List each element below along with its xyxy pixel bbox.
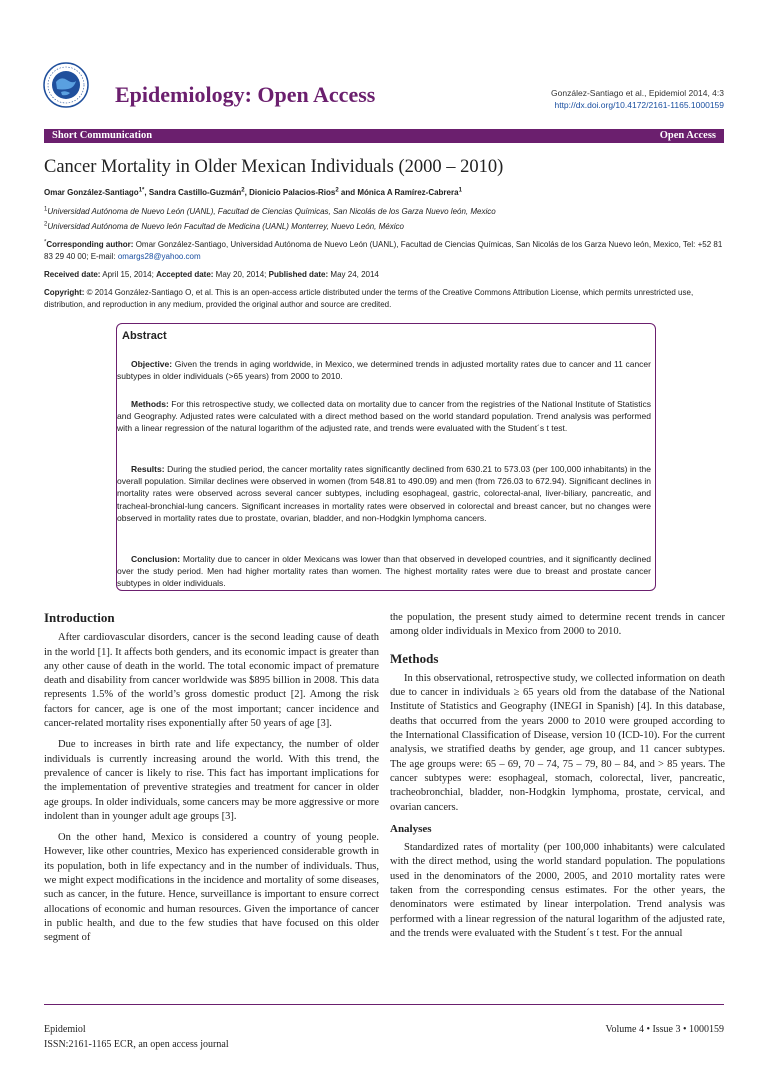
journal-title: Epidemiology: Open Access: [115, 82, 376, 107]
methods-text: For this retrospective study, we collected data on mortality due to cancer from the registries of the National Institute of Statistics and Geography. Adjusted rates were calculated with a direct method based on the world standard population. Trend analysis was performed with a linear regression of the natural logarithm of the adjusted rate, and trends were evaluated with the Student´s t test.: [117, 399, 651, 434]
author-sep: and: [338, 188, 358, 197]
subsection-heading-analyses: Analyses: [390, 822, 432, 835]
author-sep: ,: [244, 188, 250, 197]
date-label: Published date:: [268, 270, 329, 279]
article-type: Short Communication: [52, 130, 153, 141]
dates-line: [44, 269, 724, 281]
article-type-band: [44, 129, 724, 143]
author-name: Sandra Castillo-Guzmán: [148, 188, 242, 197]
footer-left: [44, 1022, 229, 1052]
right-column: [390, 611, 725, 948]
date-value: April 15, 2014;: [102, 270, 154, 279]
abstract-heading: Abstract: [122, 330, 167, 342]
left-column: [44, 611, 379, 953]
conclusion-label: Conclusion:: [131, 554, 181, 564]
paragraph: the population, the present study aimed to determine recent trends in cancer among older individuals in Mexico from 2000 to 2010.: [390, 612, 725, 638]
email-link[interactable]: omargs28@yahoo.com: [117, 251, 201, 261]
copyright: [44, 287, 724, 310]
corr-star: *: [44, 239, 47, 246]
abstract-objective: [117, 358, 651, 382]
affiliation-2: [44, 221, 724, 233]
author-sup: 1: [458, 187, 462, 194]
paragraph: Due to increases in birth rate and life expectancy, the number of older individuals is currently increasing around the world. With this trend, the prevalence of cancer is likely to rise. This fact has important implications for the implementation of preventive strategies and treatment for cancer in older age groups. In older individuals, some cancers may be more aggressive or more indolent than in younger adult age groups [3].: [44, 739, 379, 822]
abstract-box: [116, 323, 656, 591]
paragraph: In this observational, retrospective study, we collected information on death due to cancer in individuals ≥ 65 years old from the database of the National Institute of Statistics and Geography (INEGI in Spanish) [4]. In this database, deaths that occurred from the years 2000 to 2010 were grouped according to the International Classification of Disease, version 10 (ICD-10). For the current analysis, we stratified deaths by gender, age group, and 11 cancer subtypes. The age groups were: 65 – 69, 70 – 74, 75 – 79, 80 – 84, and > 85 years. The cancer subtypes were: esophageal, stomach, colorectal, liver, pancreatic, tracheobronchial, bladder, non-Hodgkin lymphoma, prostate, cervical, and ovarian cancers.: [390, 672, 725, 813]
article-title: Cancer Mortality in Older Mexican Individuals (2000 – 2010): [44, 157, 504, 177]
author-sup: 1*: [138, 187, 145, 194]
corr-label: Corresponding author:: [46, 240, 134, 249]
author-list: [44, 187, 724, 199]
paragraph: On the other hand, Mexico is considered a country of young people. However, like other countries, Mexico has experienced considerable growth in its population, both in life expectancy and in the number of individuals. Thus, we might expect modifications in the incidence and mortality of some diseases, such as cancer, in the future. Hence, surveillance is important to ensure correct allocations of economic and human resources. Given the importance of cancer in public health, and due to the few studies that have focused on this older segment of: [44, 832, 379, 944]
section-heading-introduction: Introduction: [44, 610, 115, 625]
paragraph: After cardiovascular disorders, cancer is the second leading cause of death in the world [1]. It affects both genders, and its economic impact is greater than any other cause of death in the world. The total economic impact of premature death and disability from cancer worldwide was $895 billion in 2008. This data represents 1.5% of the world’s gross domestic product [2]. Among the risk factors for cancer, age is one of the most important; cancer incidence and cancer-related mortality rises exponentially after 50 years of age [3].: [44, 632, 379, 730]
date-label: Accepted date:: [156, 270, 214, 279]
author-name: Omar González-Santiago: [44, 188, 139, 197]
author-sep: ,: [144, 188, 149, 197]
publisher-logo: [43, 62, 89, 108]
date-label: Received date:: [44, 270, 101, 279]
abstract-results: [117, 463, 651, 524]
doi-link[interactable]: http://dx.doi.org/10.4172/2161-1165.1000159: [554, 100, 724, 110]
affiliation-num: 2: [44, 221, 48, 228]
volume-info: Volume 4 • Issue 3 • 1000159: [605, 1024, 724, 1035]
copyright-text: © 2014 González-Santiago O, et al. This is an open-access article distributed under the terms of the Creative Commons Attribution License, which permits unrestricted use, distribution, and reproduction in any medium, provided the original author and source are credited.: [44, 288, 694, 309]
date-value: May 24, 2014: [330, 270, 379, 279]
citation-block: [551, 87, 724, 111]
citation: González-Santiago et al., Epidemiol 2014, 4:3: [551, 88, 724, 98]
conclusion-text: Mortality due to cancer in older Mexicans was lower than that observed in developed countries, and it significantly declined over the study period. Men had higher mortality rates than women. The highest mortality rates were due to breast and prostate cancer subtypes in older individuals.: [117, 554, 651, 589]
author-name: Mónica A Ramírez-Cabrera: [357, 188, 459, 197]
abstract-conclusion: [117, 553, 651, 590]
paragraph: Standardized rates of mortality (per 100,000 inhabitants) were calculated with the direct method, using the world standard population. The populations used in the denominators of the 2000, 2005, and 2010 mortality rates were taken from the corresponding census estimates. For the other years, the denominators were estimated by linear interpolation. Trend analysis was performed with a linear regression of the natural logarithm of the adjusted rate, and the trends were evaluated with the Student´s t test. For the annual: [390, 842, 725, 939]
issn: ISSN:2161-1165 ECR, an open access journal: [44, 1039, 229, 1050]
copyright-label: Copyright:: [44, 288, 85, 297]
footer-rule: [44, 1004, 724, 1005]
methods-label: Methods:: [131, 399, 169, 409]
section-heading-methods: Methods: [390, 650, 439, 666]
open-access-label: Open Access: [659, 130, 716, 141]
abstract-methods: [117, 398, 651, 435]
journal-abbrev: Epidemiol: [44, 1024, 86, 1035]
corr-text: Omar González-Santiago, Universidad Autónoma de Nuevo León (UANL), Facultad de Ciencias Químicas, San Nicolás de los Garza Nuevo león, Mexico, Tel: +52 81 83 29 40 00; E-mail:: [44, 240, 723, 261]
author-sup: 2: [241, 187, 245, 194]
objective-label: Objective:: [131, 359, 173, 369]
author-name: Dionicio Palacios-Rios: [249, 188, 336, 197]
author-sup: 2: [335, 187, 339, 194]
affiliation-text: Universidad Autónoma de Nuevo león Facultad de Medicina (UANL) Monterrey, Nuevo León, México: [47, 222, 404, 231]
affiliation-1: [44, 206, 724, 218]
affiliation-num: 1: [44, 206, 48, 213]
results-text: During the studied period, the cancer mortality rates significantly declined from 630.21 to 573.03 (per 100,000 inhabitants) in the overall population. Similar declines were observed in women (from 548.81 to 490.09) and men (from 726.03 to 672.94). Significant declines in mortality rates were observed across several cancer subtypes, including esophageal, gastric, colorectal-anal, liver-biliary, pancreatic, and tracheal-bronchial-lung cancers. Significant increases in mortality rates were observed in colorectal and breast cancer, but no changes were observed in mortality rates due to prostate, ovarian, bladder, and non-Hodgkin lymphoma cancers.: [117, 464, 651, 523]
objective-text: Given the trends in aging worldwide, in Mexico, we determined trends in adjusted mortality rates due to cancer and 11 cancer subtypes in older individuals (>65 years) from 2000 to 2010.: [117, 359, 651, 382]
affiliation-text: Universidad Autónoma de Nuevo León (UANL), Facultad de Ciencias Químicas, San Nicolás de los Garza Nuevo león, Mexico: [47, 207, 496, 216]
corresponding-author: [44, 239, 724, 262]
date-value: May 20, 2014;: [215, 270, 267, 279]
results-label: Results:: [131, 464, 165, 474]
